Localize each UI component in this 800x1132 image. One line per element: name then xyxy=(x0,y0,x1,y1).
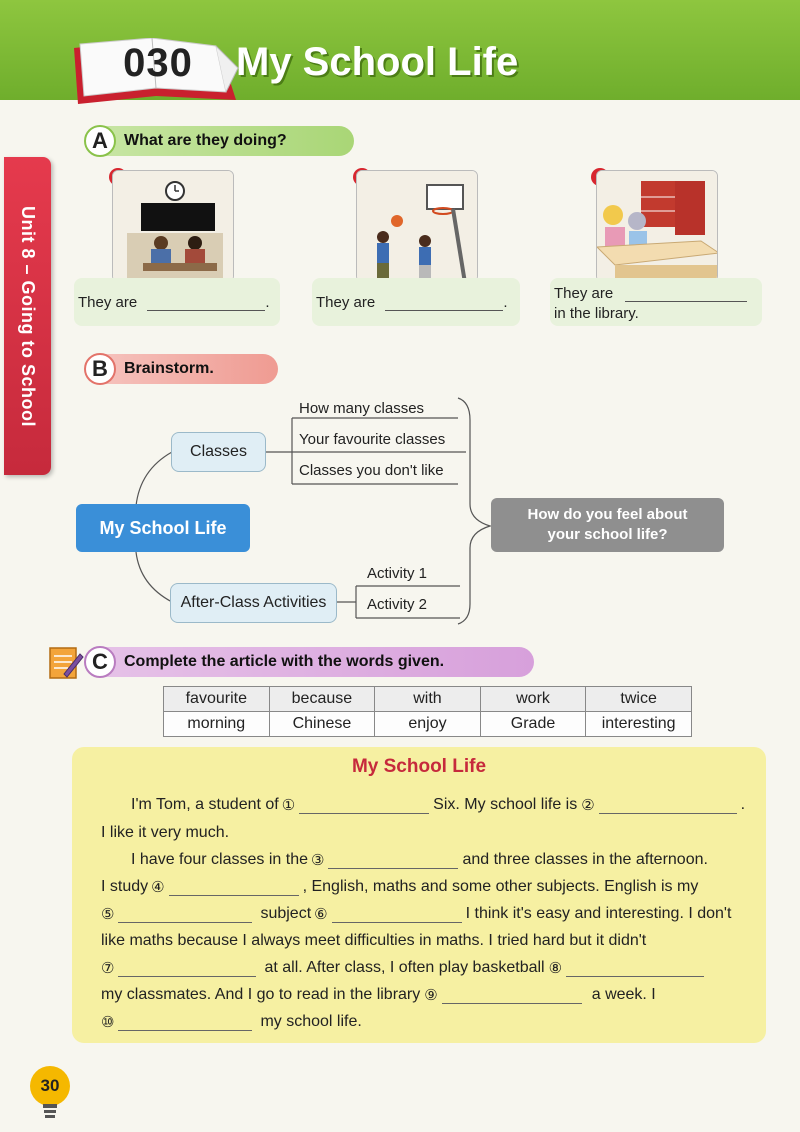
word-bank-row xyxy=(164,687,692,712)
mindmap-activities-box: After-Class Activities xyxy=(170,583,337,623)
article-blank-10[interactable] xyxy=(118,1013,252,1031)
answer-period-1: . xyxy=(265,294,270,311)
answer-suffix-3: in the library. xyxy=(554,305,639,322)
article-blank-6[interactable] xyxy=(332,905,462,923)
section-c-header xyxy=(86,647,534,677)
section-c-badge: C xyxy=(84,646,116,678)
word-bank-cell: Chinese xyxy=(269,712,375,737)
article-blank-7[interactable] xyxy=(118,959,256,977)
word-bank-cell: twice xyxy=(586,687,692,712)
article-line-9 xyxy=(101,1007,755,1031)
word-bank-cell: with xyxy=(375,687,481,712)
article-text: . xyxy=(740,796,746,813)
word-bank-cell: enjoy xyxy=(375,712,481,737)
answer-prompt-2: They are xyxy=(316,294,376,311)
word-bank-table xyxy=(163,686,692,737)
article-blank-9[interactable] xyxy=(442,986,582,1004)
article-text: subject xyxy=(260,905,312,922)
article-text: like maths because I always meet difficulties in maths. I tried hard but it didn't xyxy=(101,932,647,949)
blank-number-5: ⑤ xyxy=(101,906,115,923)
word-bank-cell: morning xyxy=(164,712,270,737)
article-text: I have four classes in the xyxy=(131,851,308,868)
word-bank-cell: work xyxy=(480,687,586,712)
article-line-3 xyxy=(101,845,755,869)
article-line-5 xyxy=(101,899,755,923)
mindmap-classes-item-1: How many classes xyxy=(299,400,425,417)
article-line-6 xyxy=(101,926,755,950)
section-c-title: Complete the article with the words given. xyxy=(124,653,445,670)
blank-number-7: ⑦ xyxy=(101,960,115,977)
article-blank-8[interactable] xyxy=(566,959,704,977)
article-blank-3[interactable] xyxy=(328,851,458,869)
article-blank-1[interactable] xyxy=(299,796,429,814)
blank-number-9: ⑨ xyxy=(424,987,438,1004)
section-a-badge: A xyxy=(84,125,116,157)
article-blank-5[interactable] xyxy=(118,905,252,923)
blank-number-8: ⑧ xyxy=(548,960,563,977)
article-title: My School Life xyxy=(351,756,487,777)
article-text: I study xyxy=(101,878,149,895)
article-line-2 xyxy=(101,818,755,842)
page-number: 30 xyxy=(40,1076,60,1095)
mindmap-activity-2: Activity 2 xyxy=(367,596,428,613)
article-text: I like it very much. xyxy=(101,824,230,841)
mindmap-classes-box: Classes xyxy=(171,432,266,472)
blank-number-10: ⑩ xyxy=(101,1014,115,1031)
article-line-1 xyxy=(101,790,755,814)
word-bank-cell: because xyxy=(269,687,375,712)
article-text: at all. After class, I often play basketball xyxy=(264,959,545,976)
lightbulb-base-icon xyxy=(40,1104,60,1124)
mindmap-classes-item-3: Classes you don't like xyxy=(299,462,444,479)
article-text: my school life. xyxy=(260,1013,362,1030)
article-text: , English, maths and some other subjects. English is my xyxy=(302,878,699,895)
word-bank-cell: interesting xyxy=(586,712,692,737)
lesson-number: 030 xyxy=(123,41,193,85)
article-line-8 xyxy=(101,980,755,1004)
article-line-4 xyxy=(101,872,755,896)
mindmap-center-box: My School Life xyxy=(76,504,250,552)
article-text: I'm Tom, a student of xyxy=(131,796,279,813)
section-b-title: Brainstorm. xyxy=(124,360,214,377)
answer-period-2: . xyxy=(503,294,508,311)
blank-number-2: ② xyxy=(581,797,595,814)
section-b-badge: B xyxy=(84,353,116,385)
answer-prompt-1: They are xyxy=(78,294,138,311)
mindmap-classes-item-2: Your favourite classes xyxy=(299,431,446,448)
blank-number-6: ⑥ xyxy=(314,906,328,923)
word-bank-cell: Grade xyxy=(480,712,586,737)
word-bank-cell: favourite xyxy=(164,687,270,712)
article-text: my classmates. And I go to read in the library xyxy=(101,986,421,1003)
blank-number-1: ① xyxy=(281,797,296,814)
unit-label: Unit 8 – Going to School xyxy=(18,205,38,427)
article-text: a week. I xyxy=(591,986,656,1003)
article-text: I think it's easy and interesting. I don't xyxy=(465,905,732,922)
mindmap-feel-question-box: How do you feel about your school life? xyxy=(491,498,724,552)
article-text: and three classes in the afternoon. xyxy=(462,851,708,868)
word-bank-row xyxy=(164,712,692,737)
blank-number-4: ④ xyxy=(151,879,165,896)
section-a-title: What are they doing? xyxy=(124,132,287,149)
answer-prompt-3: They are xyxy=(554,285,614,302)
mindmap-activity-1: Activity 1 xyxy=(367,565,428,582)
writing-pencil-icon xyxy=(48,644,84,680)
article-blank-4[interactable] xyxy=(169,878,299,896)
page-title: My School Life xyxy=(236,40,519,84)
article-text: Six. My school life is xyxy=(433,796,578,813)
blank-number-3: ③ xyxy=(310,852,325,869)
article-blank-2[interactable] xyxy=(599,796,737,814)
article-line-7 xyxy=(101,953,755,977)
